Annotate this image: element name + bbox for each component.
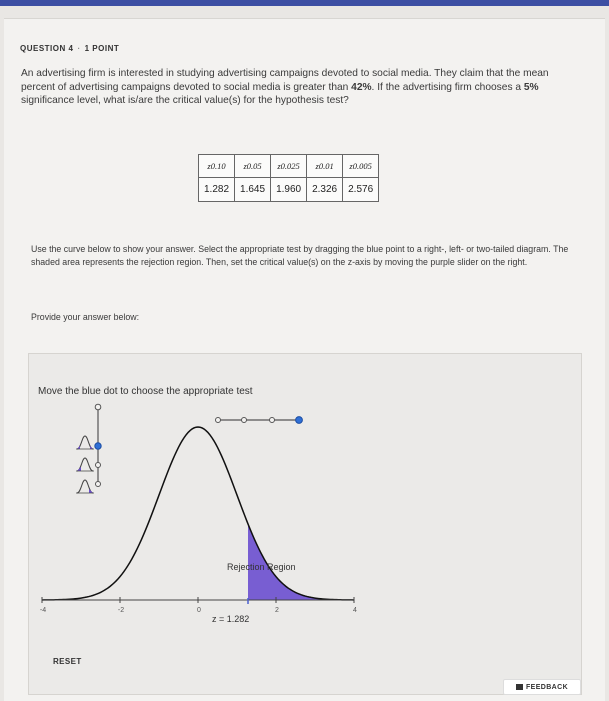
selector-stop-bottom[interactable] xyxy=(96,482,101,487)
tail-selector-vertical[interactable] xyxy=(76,404,101,493)
question-text-part-1: An advertising firm is interested in studying advertising campaigns devoted to social media. They claim that the mean percent of advertising campaigns devoted to social media is greater than xyxy=(21,68,549,93)
selector-stop-center-right[interactable] xyxy=(270,418,275,423)
z-value-readout: z = 1.282 xyxy=(212,614,250,624)
z-table-value: 1.645 xyxy=(235,178,271,202)
z-table-value: 2.576 xyxy=(343,178,379,202)
selector-stop-left[interactable] xyxy=(216,418,221,423)
selector-stop-top[interactable] xyxy=(95,404,101,410)
right-tailed-curve-icon xyxy=(76,480,94,493)
two-tailed-curve-icon xyxy=(76,436,94,449)
z-table-header: z0.01 xyxy=(307,155,343,178)
question-text-part-2: . If the advertising firm chooses a xyxy=(371,81,524,93)
z-table-header: z0.05 xyxy=(235,155,271,178)
rejection-region-label: Rejection Region xyxy=(227,562,296,572)
z-axis-tick-label: -2 xyxy=(117,607,125,614)
question-text-part-3: significance level, what is/are the critical value(s) for the hypothesis test? xyxy=(21,95,349,107)
z-axis-tick-label: 0 xyxy=(197,607,201,614)
provide-answer-label: Provide your answer below: xyxy=(31,312,140,322)
reset-button[interactable]: RESET xyxy=(53,657,82,666)
question-number: QUESTION 4 xyxy=(20,44,74,53)
z-table-value: 1.960 xyxy=(271,178,307,202)
question-points: 1 POINT xyxy=(84,44,120,53)
z-table-header: z0.10 xyxy=(199,155,235,178)
selector-stop-middle[interactable] xyxy=(96,463,101,468)
left-tailed-curve-icon xyxy=(76,458,94,471)
significance-level: 5% xyxy=(523,81,539,93)
selector-stop-center-left[interactable] xyxy=(242,418,247,423)
feedback-button[interactable] xyxy=(503,679,581,695)
normal-curve xyxy=(42,427,354,600)
z-table-value: 1.282 xyxy=(199,178,235,202)
tail-selector-horizontal[interactable] xyxy=(216,417,303,424)
feedback-icon xyxy=(516,684,523,690)
z-table-value: 2.326 xyxy=(307,178,343,202)
move-dot-instruction: Move the blue dot to choose the appropriate test xyxy=(38,386,253,397)
feedback-label: FEEDBACK xyxy=(525,683,569,691)
selector-blue-dot-right[interactable] xyxy=(296,417,303,424)
header-separator: · xyxy=(77,44,81,53)
z-axis-tick-label: -4 xyxy=(39,607,47,614)
instructions-text: Use the curve below to show your answer. Select the appropriate test by dragging the blue point to a right-, left- or two-tailed diagram. The shaded area represents the rejection region. Then, set the critical value(s) on the z-axis by moving the purple slider on the right. xyxy=(31,244,569,267)
z-axis-tick-label: 4 xyxy=(353,607,357,614)
selector-blue-dot[interactable] xyxy=(95,443,101,449)
claim-value: 42% xyxy=(351,81,372,93)
z-table-header: z0.005 xyxy=(343,155,379,178)
z-table-header: z0.025 xyxy=(271,155,307,178)
z-axis-tick-label: 2 xyxy=(275,607,279,614)
